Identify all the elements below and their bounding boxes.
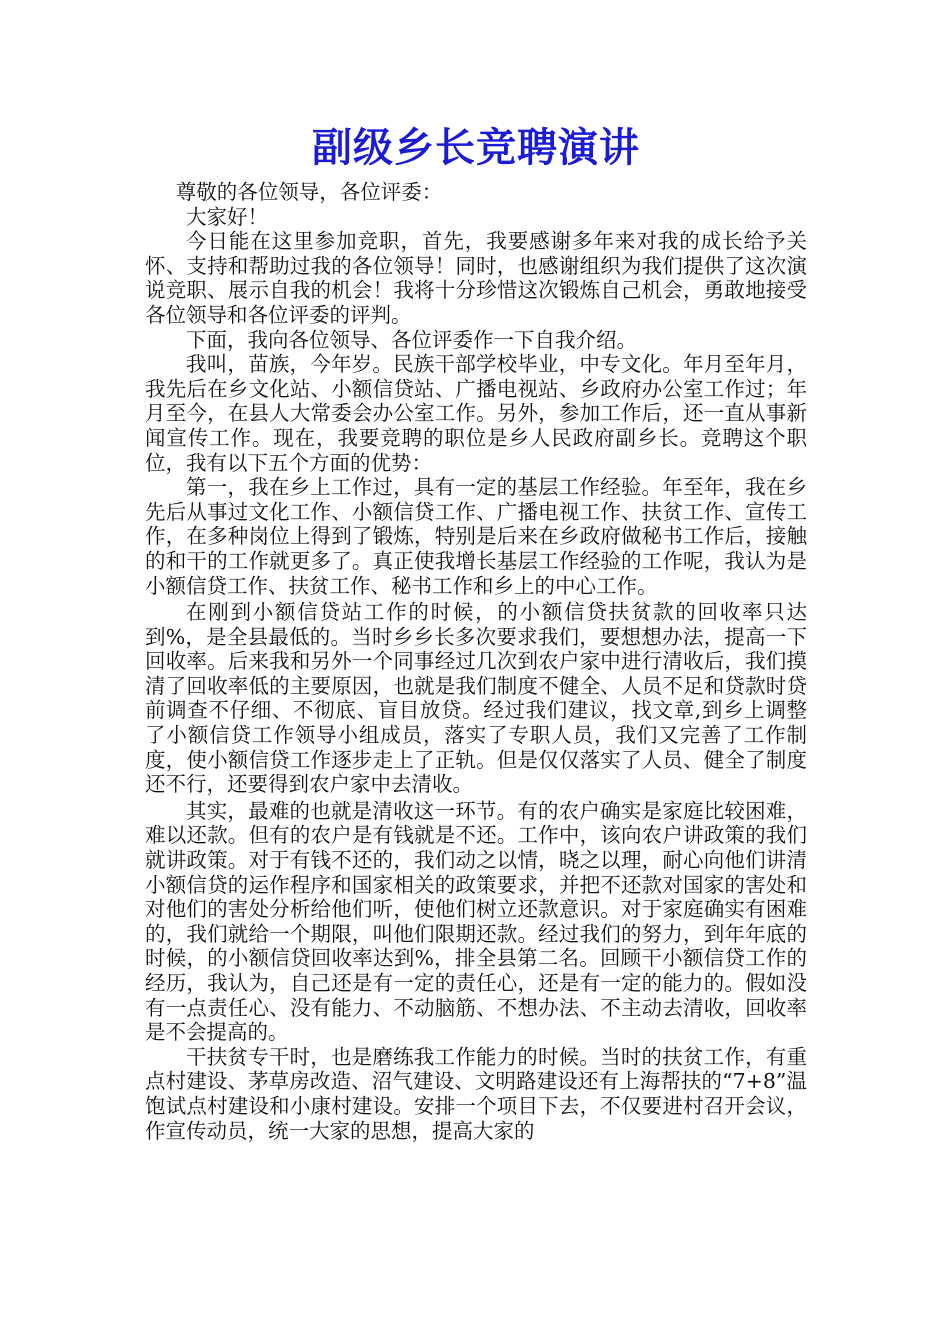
body-paragraph: 其实，最难的也就是清收这一环节。有的农户确实是家庭比较困难，难以还款。但有的农户是有钱就是不还。工作中，该向农户讲政策的我们就讲政策。对于有钱不还的，我们动之以情，晓之以理，耐心向他们讲清小额信贷的运作程序和国家相关的政策要求，并把不还款对国家的害处和对他们的害处分析给他们听，使他们树立还款意识。对于家庭确实有困难的，我们就给一个期限，叫他们限期还款。经过我们的努力，到年年底的时候，的小额信贷回收率达到%，排全县第二名。回顾干小额信贷工作的经历，我认为，自己还是有一定的责任心，还是有一定的能力的。假如没有一点责任心、没有能力、不动脑筋、不想办法、不主动去清收，回收率是不会提高的。 [145, 798, 807, 1045]
body-paragraph: 第一，我在乡上工作过，具有一定的基层工作经验。年至年，我在乡先后从事过文化工作、小额信贷工作、广播电视工作、扶贫工作、宣传工作，在多种岗位上得到了锻炼，特别是后来在乡政府做秘书工作后，接触的和干的工作就更多了。真正使我增长基层工作经验的工作呢，我认为是小额信贷工作、扶贫工作、秘书工作和乡上的中心工作。 [145, 475, 807, 598]
body-paragraph: 我叫，苗族，今年岁。民族干部学校毕业，中专文化。年月至年月，我先后在乡文化站、小额信贷站、广播电视站、乡政府办公室工作过；年月至今，在县人大常委会办公室工作。另外，参加工作后，还一直从事新闻宣传工作。现在，我要竞聘的职位是乡人民政府副乡长。竞聘这个职位，我有以下五个方面的优势： [145, 352, 807, 475]
salutation: 尊敬的各位领导，各位评委： [175, 180, 443, 204]
body-paragraph: 在刚到小额信贷站工作的时候，的小额信贷扶贫款的回收率只达到%，是全县最低的。当时乡乡长多次要求我们，要想想办法，提高一下回收率。后来我和另外一个同事经过几次到农户家中进行清收后，我们摸清了回收率低的主要原因，也就是我们制度不健全、人员不足和贷款时贷前调查不仔细、不彻底、盲目放贷。经过我们建议，找文章,到乡上调整了小额信贷工作领导小组成员，落实了专职人员，我们又完善了工作制度，使小额信贷工作逐步走上了正轨。但是仅仅落实了人员、健全了制度还不行，还要得到农户家中去清收。 [145, 600, 807, 797]
document-page [145, 120, 807, 1143]
document-title: 副级乡长竞聘演讲 [312, 125, 640, 171]
body-paragraph: 今日能在这里参加竞职，首先，我要感谢多年来对我的成长给予关怀、支持和帮助过我的各位领导！同时，也感谢组织为我们提供了这次演说竞职、展示自我的机会！我将十分珍惜这次锻炼自己机会，勇敢地接受各位领导和各位评委的评判。 [145, 229, 807, 327]
greeting: 大家好！ [186, 204, 268, 229]
body-paragraph: 下面，我向各位领导、各位评委作一下自我介绍。 [186, 327, 637, 352]
body-paragraph: 干扶贫专干时，也是磨练我工作能力的时候。当时的扶贫工作，有重点村建设、茅草房改造、沼气建设、文明路建设还有上海帮扶的“7+8”温饱试点村建设和小康村建设。安排一个项目下去，不仅要进村召开会议，作宣传动员，统一大家的思想，提高大家的 [145, 1044, 807, 1143]
